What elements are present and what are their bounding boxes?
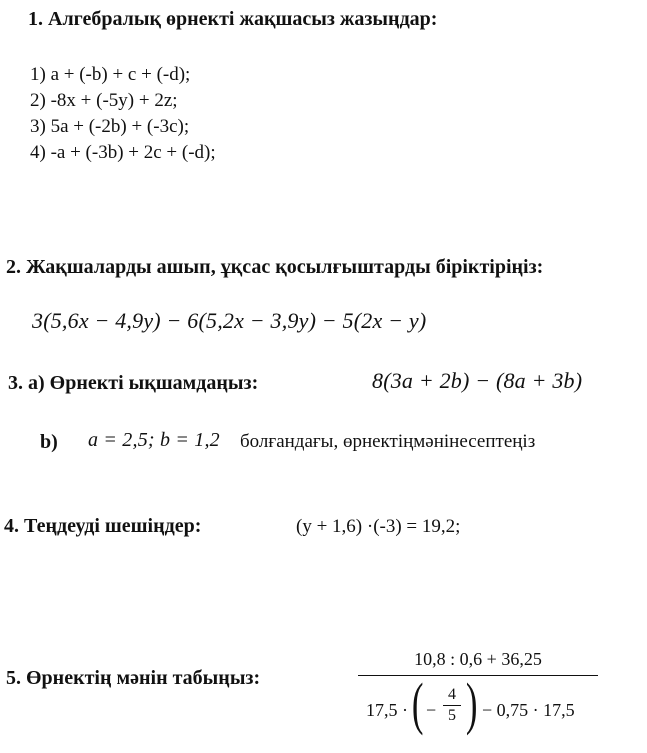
task4-equation: (y + 1,6) ·(-3) = 19,2; [296,516,461,537]
task5-denominator [358,671,598,746]
den-frac-den: 5 [448,707,456,724]
task3-label-b: b) [40,431,58,453]
task3-expression-a: 8(3a + 2b) − (8a + 3b) [372,368,583,393]
left-paren: ( [411,671,424,736]
task2-expression: 3(5,6x − 4,9y) − 6(5,2x − 3,9y) − 5(2x − y) [32,308,427,333]
task3-label-a: 3. a) Өрнекті ықшамдаңыз: [8,372,259,394]
task1-item-1: 1) a + (-b) + c + (-d); [30,64,191,85]
den-frac-num: 4 [448,686,456,703]
task1-item-4: 4) -a + (-3b) + 2c + (-d); [30,142,216,163]
task1-item-2: 2) -8x + (-5y) + 2z; [30,90,178,111]
task1-heading: 1. Алгебралық өрнекті жақшасыз жазыңдар: [28,8,438,30]
task4-label: 4. Теңдеуді шешіңдер: [4,515,202,537]
den-small-fraction [443,686,461,725]
task3-text-b: болғандағы, өрнектіңмәнінесептеңіз [240,431,536,452]
task2-heading: 2. Жақшаларды ашып, ұқсас қосылғыштарды біріктіріңіз: [6,256,544,278]
task1-item-3: 3) 5a + (-2b) + (-3c); [30,116,190,137]
task3-condition-b: a = 2,5; b = 1,2 [88,429,220,451]
task5-label: 5. Өрнектің мәнін табыңыз: [6,667,261,689]
task5-numerator: 10,8 : 0,6 + 36,25 [414,649,542,669]
right-paren: ) [465,671,478,736]
den-frac-sign: − [426,700,437,720]
den-right: − 0,75 · 17,5 [482,700,575,720]
task5-fraction [358,645,598,746]
small-fraction-bar [443,705,461,706]
den-left: 17,5 · [366,700,408,720]
